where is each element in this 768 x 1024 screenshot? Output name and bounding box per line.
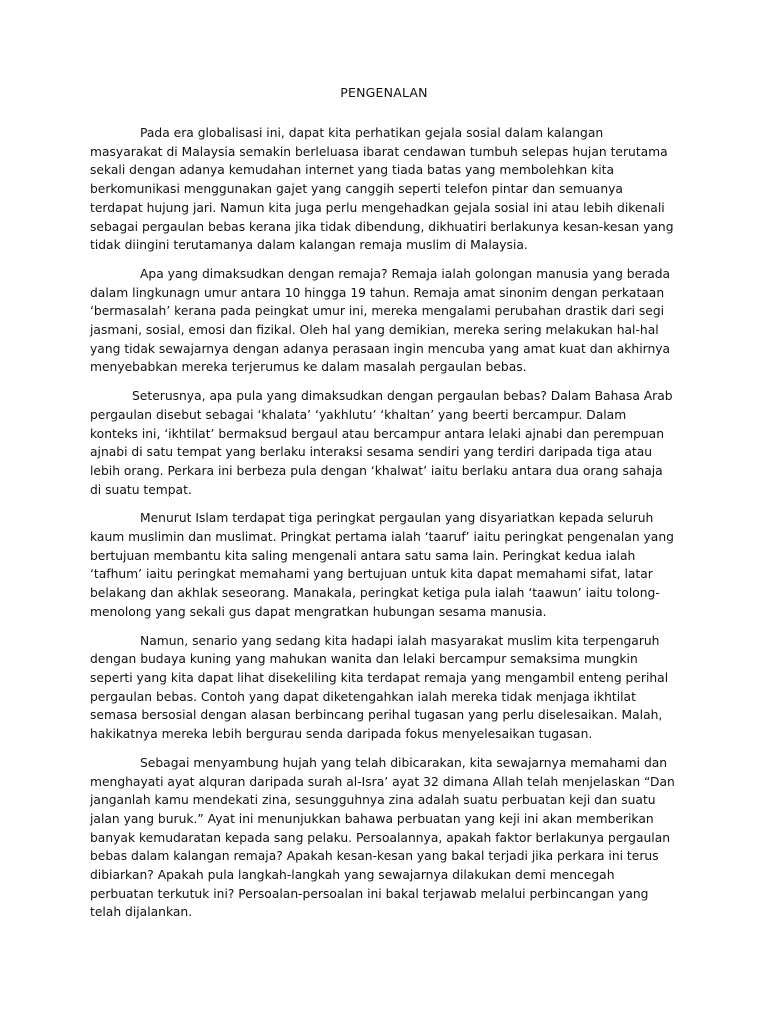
paragraph: Sebagai menyambung hujah yang telah dibicarakan, kita sewajarnya memahami dan menghayati ayat alquran daripada surah al-Isra’ ayat 32 dimana Allah telah menjelaskan “Dan janganlah kamu mendekati zina, sesungguhnya zina adalah suatu perbuatan keji dan suatu jalan yang buruk.” Ayat ini menunjukkan bahawa perbuatan yang keji ini akan memberikan banyak kemudaratan kepada sang pelaku. Persoalannya, apakah faktor berlakunya pergaulan bebas dalam kalangan remaja? Apakah kesan-kesan yang bakal terjadi jika perkara ini terus dibiarkan? Apakah pula langkah-langkah yang sewajarnya dilakukan demi mencegah perbuatan terkutuk ini? Persoalan-persoalan ini bakal terjawab melalui perbincangan yang telah dijalankan. — [90, 755, 675, 920]
document-body — [90, 124, 676, 932]
paragraph: Seterusnya, apa pula yang dimaksudkan dengan pergaulan bebas? Dalam Bahasa Arab pergaulan disebut sebagai ‘khalata’ ‘yakhlutu’ ‘khaltan’ yang beerti bercampur. Dalam konteks ini, ‘ikhtilat’ bermaksud bergaul atau bercampur antara lelaki ajnabi dan perempuan ajnabi di satu tempat yang berlaku interaksi sesama sendiri yang terdiri daripada tiga atau lebih orang. Perkara ini berbeza pula dengan ‘khalwat’ iaitu berlaku antara dua orang sahaja di suatu tempat. — [90, 389, 673, 497]
paragraph: Apa yang dimaksudkan dengan remaja? Remaja ialah golongan manusia yang berada dalam lingkunagn umur antara 10 hingga 19 tahun. Remaja amat sinonim dengan perkataan ‘bermasalah’ kerana pada peingkat umur ini, mereka mengalami perubahan drastik dari segi jasmani, sosial, emosi dan fizikal. Oleh hal yang demikian, mereka sering melakukan hal-hal yang tidak sewajarnya dengan adanya perasaan ingin mencuba yang amat kuat dan akhirnya menyebabkan mereka terjerumus ke dalam masalah pergaulan bebas. — [90, 266, 671, 375]
paragraph: Namun, senario yang sedang kita hadapi ialah masyarakat muslim kita terpengaruh dengan budaya kuning yang mahukan wanita dan lelaki bercampur semaksima mungkin seperti yang kita dapat lihat disekeliling kita terdapat remaja yang mengambil enteng perihal pergaulan bebas. Contoh yang dapat diketengahkan ialah mereka tidak menjaga ikhtilat semasa bersosial dengan alasan berbincang perihal tugasan yang perlu diselesaikan. Malah, hakikatnya mereka lebih bergurau senda daripada fokus menyelesaikan tugasan. — [90, 633, 669, 742]
paragraph: Pada era globalisasi ini, dapat kita perhatikan gejala sosial dalam kalangan masyarakat di Malaysia semakin berleluasa ibarat cendawan tumbuh selepas hujan terutama sekali dengan adanya kemudahan internet yang tiada batas yang membolehkan kita berkomunikasi menggunakan gajet yang canggih seperti telefon pintar dan semuanya terdapat hujung jari. Namun kita juga perlu mengehadkan gejala sosial ini atau lebih dikenali sebagai pergaulan bebas kerana jika tidak dibendung, dikhuatiri berlakunya kesan-kesan yang tidak diingini terutamanya dalam kalangan remaja muslim di Malaysia. — [90, 126, 674, 253]
paragraph: Menurut Islam terdapat tiga peringkat pergaulan yang disyariatkan kepada seluruh kaum muslimin dan muslimat. Pringkat pertama ialah ‘taaruf’ iaitu peringkat pengenalan yang bertujuan membantu kita saling mengenali antara satu sama lain. Peringkat kedua ialah ‘tafhum’ iaitu peringkat memahami yang bertujuan untuk kita dapat memahami sifat, latar belakang dan akhlak seseorang. Manakala, peringkat ketiga pula ialah ‘taawun’ iaitu tolong-menolong yang sekali gus dapat mengratkan hubungan sesama manusia. — [90, 511, 674, 619]
page-title: PENGENALAN — [340, 85, 428, 100]
